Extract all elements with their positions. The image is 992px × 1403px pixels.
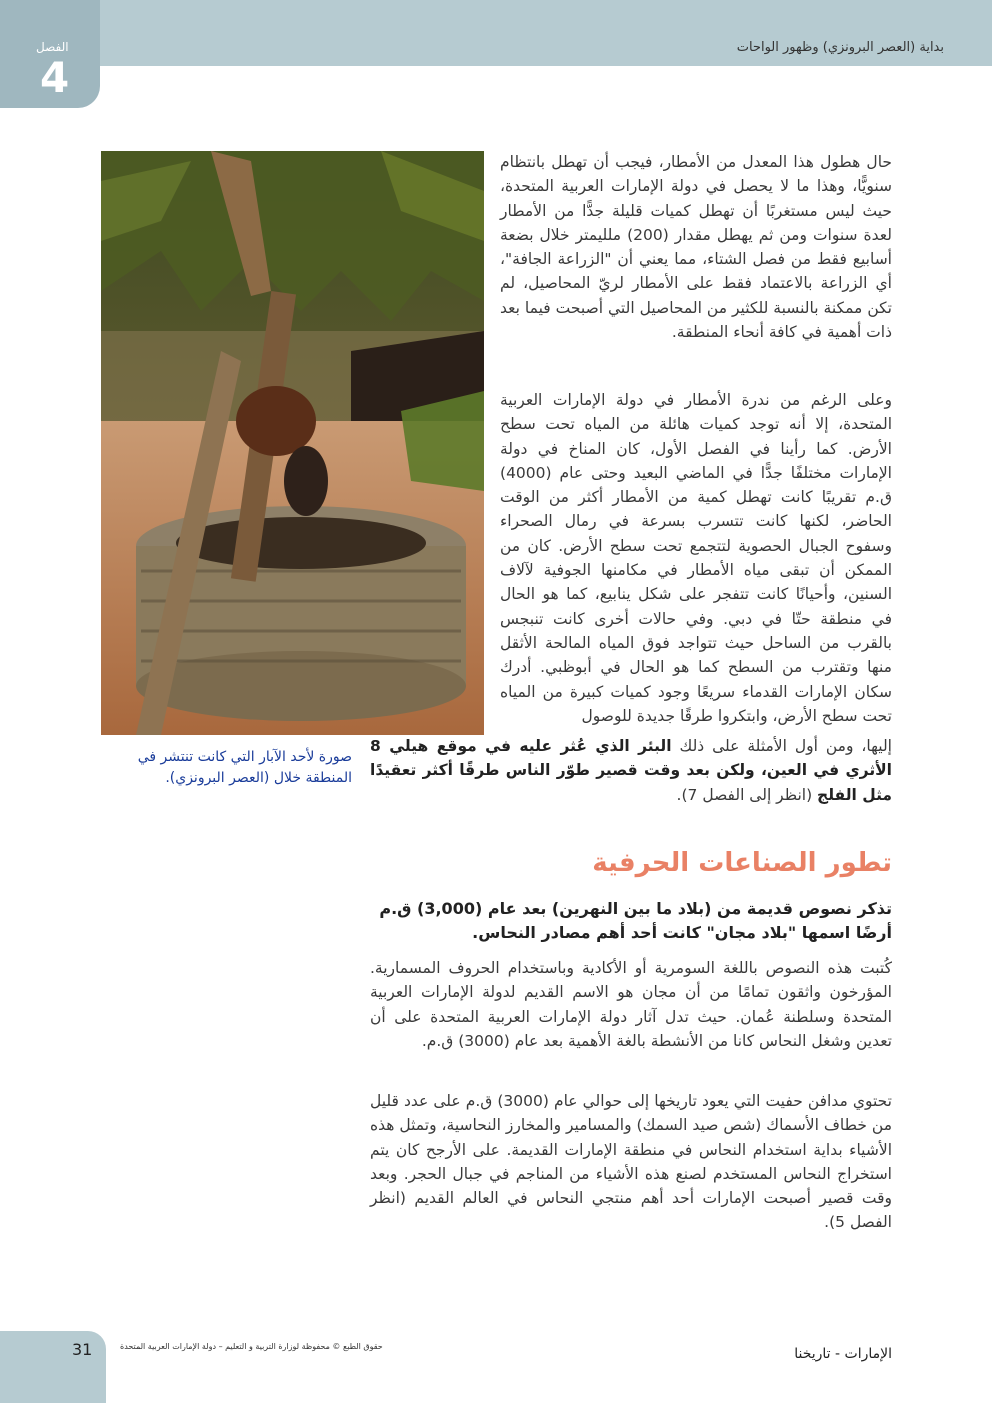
well-photo [101,151,484,735]
running-title: بداية (العصر البرونزي) وظهور الواحات [736,40,944,55]
groundwater-end-bold: البئر الذي عُثر عليه في موقع هيلي 8 الأثري في العين، ولكن بعد وقت قصير طوّر الناس طرقًا أكثر تعقيدًا مثل الفلج [370,737,892,804]
paragraph-groundwater: وعلى الرغم من ندرة الأمطار في دولة الإمارات العربية المتحدة، إلا أنه توجد كميات هائلة من المياه تحت سطح الأرض. كما رأينا في الفصل الأول، كان المناخ في دولة الإمارات مختلفًا جدًّا في الماضي البعيد وحتى عام (4000) ق.م تقريبًا كانت تهطل كمية من الأمطار أكثر من الوقت الحاضر، لكنها كانت تتسرب بسرعة في رمال الصحراء وسفوح الجبال الحصوية لتتجمع تحت سطح الأرض. كان من الممكن أن تبقى مياه الأمطار في مكامنها الجوفية لآلاف السنين، وأحيانًا كانت تتفجر على شكل ينابيع، كما هو الحال في منطقة حتّا في دبي. وفي حالات أخرى كانت تنبجس بالقرب من الساحل حيث تتواجد فوق المياه المالحة الأثقل منها وتقترب من السطح كما هو الحال في أبوظبي. أدرك سكان الإمارات القدماء سريعًا وجود كميات كبيرة من المياه تحت سطح الأرض، وابتكروا طرقًا جديدة للوصول [500,391,892,725]
figure-caption: صورة لأحد الآبار التي كانت تنتشر في المنطقة خلال (العصر البرونزي). [137,749,352,786]
chapter-tab [0,0,100,108]
groundwater-end-tail: (انظر إلى الفصل 7). [676,785,818,804]
book-title: الإمارات - تاريخنا [794,1346,892,1362]
section-lead: تذكر نصوص قديمة من (بلاد ما بين النهرين) بعد عام (3,000) ق.م أرضًا اسمها "بلاد مجان" كانت أحد أهم مصادر النحاس. [379,899,892,942]
paragraph-hafit-burials: تحتوي مدافن حفيت التي يعود تاريخها إلى حوالي عام (3000) ق.م على عدد قليل من خطاف الأسماك (شص صيد السمك) والمسامير والمخارز النحاسية، وتمثل هذه الأشياء بداية استخدام النحاس في منطقة الإمارات القديمة. على الأرجح كان يتم استخراج النحاس المستخدم لصنع هذه الأشياء من المناجم في جبال الحجر. وبعد وقت قصير أصبحت الإمارات أحد أهم منتجي النحاس في العالم القديم (انظر الفصل 5). [370,1092,892,1232]
header-bar [0,0,992,66]
paragraph-groundwater-end [370,734,892,807]
section-title: تطور الصناعات الحرفية [592,848,892,878]
page-number: 31 [72,1340,93,1359]
paragraph-sumerian-texts: كُتبت هذه النصوص باللغة السومرية أو الأكادية وباستخدام الحروف المسمارية. المؤرخون واثقون تمامًا من أن مجان هو الاسم القديم لدولة الإمارات العربية المتحدة وسلطنة عُمان. حيث تدل آثار دولة الإمارات العربية المتحدة على أن تعدين وشغل النحاس كانا من الأنشطة بالغة الأهمية بعد عام (3000) ق.م. [370,959,892,1050]
chapter-number: 4 [40,53,70,102]
chapter-label: الفصل [36,40,69,54]
paragraph-rainfall: حال هطول هذا المعدل من الأمطار، فيجب أن تهطل بانتظام سنويًّا، وهذا ما لا يحصل في دولة الإمارات العربية المتحدة، حيث ليس مستغربًا أن تهطل كميات قليلة جدًّا من الأمطار لعدة سنوات ومن ثم يهطل مقدار (200) ملليمتر خلال بضعة أسابيع فقط من فصل الشتاء، مما يعني أن "الزراعة الجافة"، أي الزراعة بالاعتماد فقط على الأمطار لريّ المحاصيل، لم تكن ممكنة بالنسبة للكثير من المحاصيل التي أصبحت فيما بعد ذات أهمية في كافة أنحاء المنطقة. [500,153,892,342]
copyright-notice: حقوق الطبع © محفوظة لوزارة التربية و التعليم – دولة الإمارات العربية المتحدة [120,1342,383,1351]
groundwater-end-start: إليها، ومن أول الأمثلة على ذلك [671,737,892,755]
